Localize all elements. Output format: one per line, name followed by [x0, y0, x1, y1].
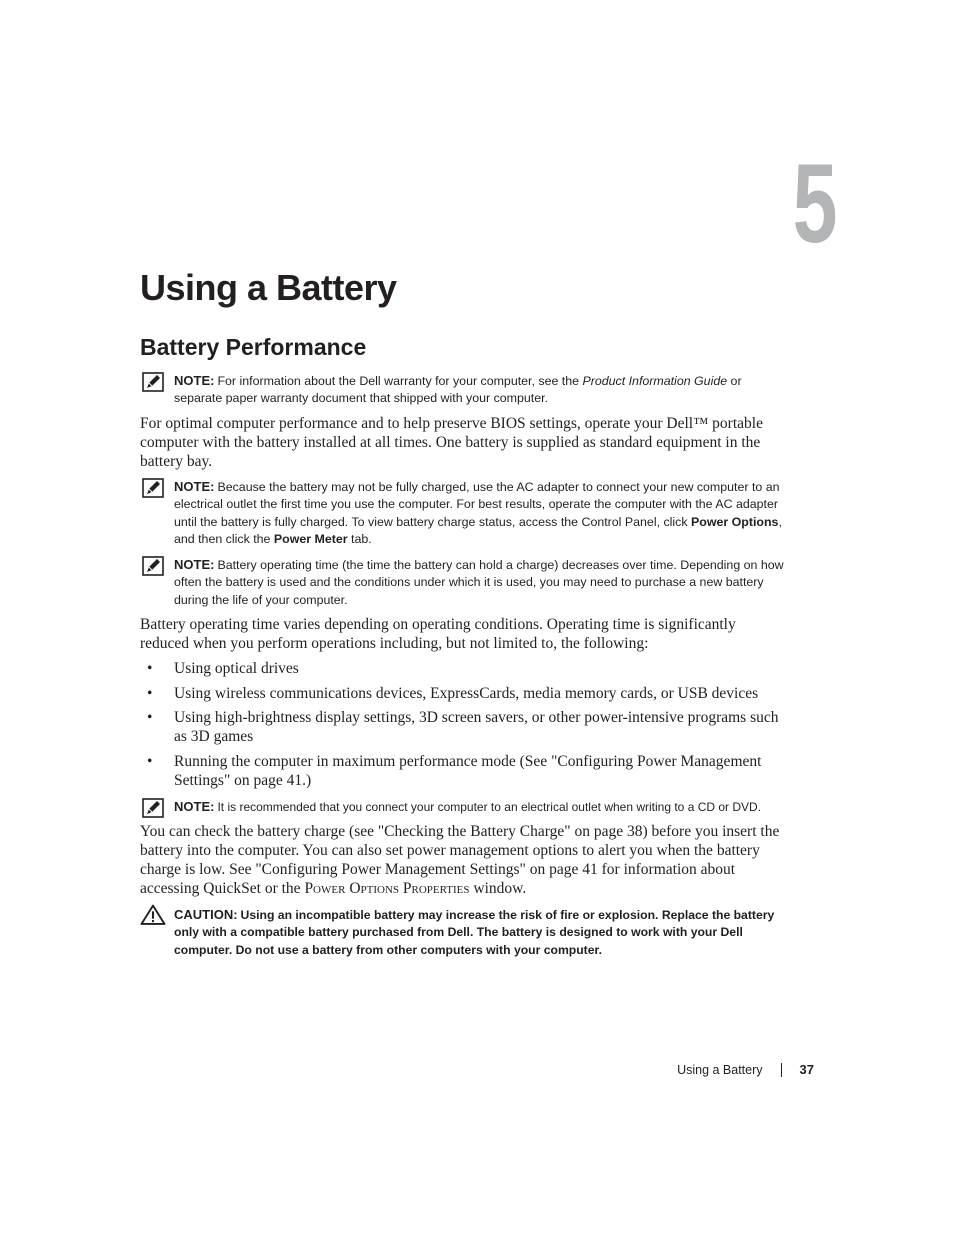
list-item-text: Using wireless communications devices, ExpressCards, media memory cards, or USB devices	[174, 684, 759, 702]
bullet: •	[147, 684, 153, 702]
note-text: For information about the Dell warranty for your computer, see the	[217, 374, 583, 388]
bullet-list	[140, 659, 786, 795]
note-text: tab.	[347, 532, 372, 547]
note-pencil-icon	[142, 556, 164, 576]
document-name: Product Information Guide	[582, 374, 728, 388]
page-number: 37	[799, 1062, 814, 1077]
caution-text: Using an incompatible battery may increase the risk of fire or explosion. Replace the battery only with a compatible battery purchased from Dell. The battery is designed to work with your Dell computer. Do not use a battery from other computers with your computer.	[174, 908, 775, 957]
ui-name-power-meter: Power Meter	[273, 532, 348, 547]
note-text: Battery operating time (the time the battery can hold a charge) decreases over time. Depending on how often the battery is used and the conditions under which it is used, you may need to purchase a new battery during the life of your computer.	[174, 558, 784, 607]
note-text: Because the battery may not be fully charged, use the AC adapter to connect your new computer to an electrical outlet the first time you use the computer. For best results, operate the computer with the AC adapter until the battery is fully charged. To view battery charge status, access the Control Panel, click	[174, 480, 780, 529]
bullet: •	[147, 660, 153, 677]
paragraph-1	[140, 414, 786, 471]
paragraph-text: Battery operating time varies depending on operating conditions. Operating time is significantly reduced when you perform operations including, but not limited to, the following:	[140, 616, 736, 652]
list-item-text: Using high-brightness display settings, 3D screen savers, or other power-intensive programs such as 3D games	[174, 709, 779, 745]
paragraph-2	[140, 615, 786, 653]
list-item	[140, 708, 786, 746]
bullet: •	[147, 752, 153, 770]
paragraph-text: For optimal computer performance and to help preserve BIOS settings, operate your Dell™ portable computer with the battery installed at all times. One battery is supplied as standard equipment in the battery bay.	[140, 415, 763, 470]
chapter-number: 5	[792, 141, 838, 266]
note-label: NOTE:	[174, 479, 215, 494]
footer-section-name: Using a Battery	[677, 1063, 763, 1077]
paragraph-3	[140, 822, 786, 898]
page-footer	[677, 1061, 814, 1079]
note-pencil-icon	[142, 798, 164, 818]
caution-label: CAUTION:	[174, 907, 238, 922]
footer-separator	[781, 1063, 782, 1077]
section-title: Battery Performance	[140, 334, 367, 360]
note-label: NOTE:	[174, 799, 215, 814]
note-2	[140, 478, 786, 549]
list-item	[140, 752, 786, 790]
note-pencil-icon	[142, 372, 164, 392]
caution-triangle-icon	[140, 904, 166, 925]
bullet: •	[147, 709, 153, 726]
list-item	[140, 659, 786, 678]
note-label: NOTE:	[174, 557, 215, 572]
note-pencil-icon	[142, 478, 164, 498]
caution	[140, 906, 786, 959]
note-4	[140, 798, 786, 816]
paragraph-text: You can check the battery charge (see "Checking the Battery Charge" on page 38) before you insert the battery into the computer. You can also set power management options to alert you when the battery charge is low. See "Configuring Power Management Settings" on page 41 for information about accessing QuickSet or the	[140, 823, 780, 897]
note-3	[140, 556, 786, 609]
note-label: NOTE:	[174, 373, 215, 388]
note-text: , and then click the	[174, 514, 782, 547]
paragraph-text: window.	[469, 880, 527, 897]
list-item-text: Using optical drives	[174, 660, 299, 677]
note-1	[140, 372, 786, 408]
ui-name-power-options: Power Options	[691, 514, 779, 529]
note-text: It is recommended that you connect your computer to an electrical outlet when writing to a CD or DVD.	[217, 800, 762, 814]
list-item-text: Running the computer in maximum performance mode (See "Configuring Power Management Settings" on page 41.)	[174, 752, 762, 789]
list-item	[140, 684, 786, 703]
ui-name-power-options-properties: Power Options Properties	[304, 880, 470, 897]
note-text: or separate paper warranty document that shipped with your computer.	[174, 374, 742, 406]
chapter-title: Using a Battery	[140, 267, 397, 308]
